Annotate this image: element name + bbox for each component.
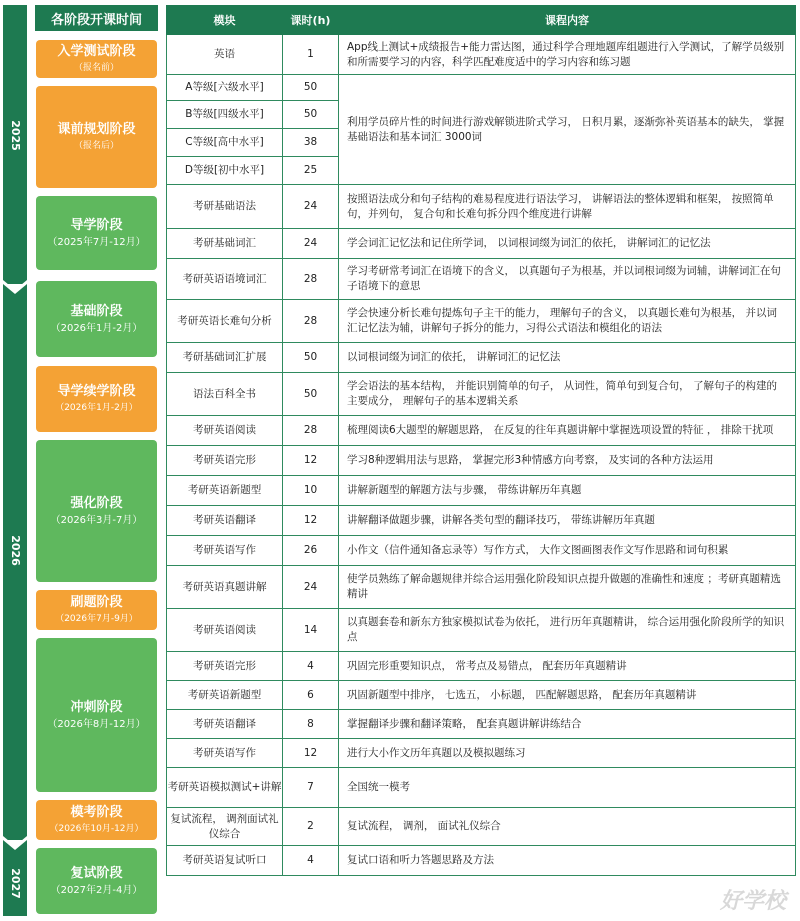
content-cell: 利用学员碎片性的时间进行游戏解锁进阶式学习， 日积月累，逐渐弥补英语基本的缺失， 掌握基础语法和基本词汇 3000词 <box>339 75 796 185</box>
table-row <box>167 536 796 566</box>
hours-cell: 7 <box>283 768 339 808</box>
module-cell: 考研基础语法 <box>167 185 283 229</box>
stage-period: （2026年3月-7月） <box>50 514 143 526</box>
content-cell: App线上测试+成绩报告+能力雷达图，通过科学合理地题库组题进行入学测试，了解学员级别和所需要学习的内容，科学匹配难度适中的学习内容和练习题 <box>339 35 796 75</box>
content-cell: 小作文（信件通知备忘录等）写作方式， 大作文图画图表作文写作思路和词句积累 <box>339 536 796 566</box>
hours-cell: 10 <box>283 476 339 506</box>
hours-cell: 25 <box>283 157 339 185</box>
hours-cell: 50 <box>283 343 339 373</box>
content-cell: 以真题套卷和新东方独家模拟试卷为依托， 进行历年真题精讲， 综合运用强化阶段所学的知识点 <box>339 609 796 652</box>
table-row <box>167 476 796 506</box>
stage-title: 强化阶段 <box>70 495 123 511</box>
stage-period: （报名前） <box>73 62 119 73</box>
stage-title: 导学阶段 <box>70 217 123 233</box>
hours-cell: 38 <box>283 129 339 157</box>
module-cell: 英语 <box>167 35 283 75</box>
module-header: 模块 <box>167 6 283 35</box>
content-cell: 按照语法成分和句子结构的难易程度进行语法学习， 讲解语法的整体逻辑和框架， 按照简单句，并列句， 复合句和长难句拆分四个维度进行讲解 <box>339 185 796 229</box>
module-cell: 考研英语翻译 <box>167 710 283 739</box>
table-row <box>167 229 796 259</box>
content-cell: 讲解新题型的解题方法与步骤， 带练讲解历年真题 <box>339 476 796 506</box>
stage-title: 模考阶段 <box>70 804 123 820</box>
content-cell: 掌握翻译步骤和翻译策略， 配套真题讲解讲练结合 <box>339 710 796 739</box>
hours-cell: 50 <box>283 373 339 416</box>
watermark-logo: 好学校 <box>719 889 786 914</box>
hours-cell: 24 <box>283 566 339 609</box>
content-cell: 复试流程， 调剂， 面试礼仪综合 <box>339 808 796 846</box>
module-cell: A等级[六级水平] <box>167 75 283 101</box>
table-row <box>167 846 796 876</box>
table-row <box>167 416 796 446</box>
stage-title: 刷题阶段 <box>70 594 123 610</box>
module-cell: D等级[初中水平] <box>167 157 283 185</box>
module-cell: 复试流程， 调剂面试礼仪综合 <box>167 808 283 846</box>
table-row <box>167 300 796 343</box>
table-row <box>167 609 796 652</box>
table-row <box>167 739 796 768</box>
hours-cell: 4 <box>283 652 339 681</box>
stage-entrance-test <box>36 40 157 78</box>
stage-retest <box>36 848 157 914</box>
module-cell: 考研英语完形 <box>167 652 283 681</box>
stage-period: （2026年1月-2月） <box>55 402 138 413</box>
module-cell: 考研英语阅读 <box>167 609 283 652</box>
module-cell: B等级[四级水平] <box>167 101 283 129</box>
hours-cell: 1 <box>283 35 339 75</box>
stage-mock-exam <box>36 800 157 840</box>
module-cell: C等级[高中水平] <box>167 129 283 157</box>
stage-period: （2026年8月-12月） <box>47 718 146 730</box>
hours-cell: 24 <box>283 229 339 259</box>
stage-title: 入学测试阶段 <box>57 43 136 59</box>
timeline-notch <box>3 840 27 850</box>
content-cell: 复试口语和听力答题思路及方法 <box>339 846 796 876</box>
module-cell: 考研英语完形 <box>167 446 283 476</box>
content-cell: 梳理阅读6大题型的解题思路， 在反复的往年真题讲解中掌握选项设置的特征 ， 排除干扰项 <box>339 416 796 446</box>
module-cell: 考研基础词汇 <box>167 229 283 259</box>
stage-sprint <box>36 638 157 792</box>
hours-cell: 4 <box>283 846 339 876</box>
content-cell: 讲解翻译做题步骤，讲解各类句型的翻译技巧， 带练讲解历年真题 <box>339 506 796 536</box>
course-table <box>166 5 796 876</box>
stage-column-header: 各阶段开课时间 <box>35 5 158 31</box>
year-label-2025: 2025 <box>8 119 22 151</box>
table-row <box>167 259 796 300</box>
stage-period: （2025年7月-12月） <box>47 236 146 248</box>
stage-foundation <box>36 281 157 357</box>
stage-period: （2027年2月-4月） <box>50 884 143 896</box>
stage-title: 冲刺阶段 <box>70 699 123 715</box>
table-row <box>167 710 796 739</box>
hours-cell: 12 <box>283 739 339 768</box>
stage-title: 课前规划阶段 <box>57 121 136 137</box>
module-cell: 考研基础词汇扩展 <box>167 343 283 373</box>
hours-header: 课时(h) <box>283 6 339 35</box>
module-cell: 考研英语写作 <box>167 536 283 566</box>
timeline-notch <box>3 284 27 294</box>
stage-period: （2026年10月-12月） <box>49 823 144 834</box>
hours-cell: 26 <box>283 536 339 566</box>
content-cell: 巩固新题型中排序， 七选五， 小标题， 匹配解题思路， 配套历年真题精讲 <box>339 681 796 710</box>
module-cell: 考研英语新题型 <box>167 476 283 506</box>
table-row <box>167 808 796 846</box>
table-row <box>167 768 796 808</box>
module-cell: 考研英语真题讲解 <box>167 566 283 609</box>
stage-guided-continue <box>36 366 157 432</box>
stage-title: 导学续学阶段 <box>57 383 136 399</box>
table-row <box>167 446 796 476</box>
table-row <box>167 343 796 373</box>
stage-intensive <box>36 440 157 582</box>
hours-cell: 28 <box>283 300 339 343</box>
module-cell: 考研英语模拟测试+讲解 <box>167 768 283 808</box>
content-cell: 使学员熟练了解命题规律并综合运用强化阶段知识点提升做题的准确性和速度 ；考研真题精选精讲 <box>339 566 796 609</box>
hours-cell: 28 <box>283 416 339 446</box>
hours-cell: 28 <box>283 259 339 300</box>
table-row <box>167 506 796 536</box>
table-row <box>167 75 796 101</box>
table-row <box>167 681 796 710</box>
content-cell: 学习考研常考词汇在语境下的含义， 以真题句子为根基，并以词根词缀为词辅，讲解词汇在句子语境下的意思 <box>339 259 796 300</box>
content-cell: 巩固完形重要知识点， 常考点及易错点， 配套历年真题精讲 <box>339 652 796 681</box>
stage-title: 复试阶段 <box>70 865 123 881</box>
content-cell: 学会语法的基本结构， 并能识别简单的句子， 从词性，简单句到复合句， 了解句子的构建的主要成分， 理解句子的基本逻辑关系 <box>339 373 796 416</box>
stage-period: （报名后） <box>73 140 119 151</box>
table-row <box>167 35 796 75</box>
content-cell: 进行大小作文历年真题以及模拟题练习 <box>339 739 796 768</box>
module-cell: 考研英语阅读 <box>167 416 283 446</box>
hours-cell: 2 <box>283 808 339 846</box>
year-label-2027: 2027 <box>8 867 22 899</box>
table-row <box>167 566 796 609</box>
hours-cell: 50 <box>283 101 339 129</box>
content-header: 课程内容 <box>339 6 796 35</box>
stage-practice <box>36 590 157 630</box>
module-cell: 考研英语语境词汇 <box>167 259 283 300</box>
hours-cell: 12 <box>283 446 339 476</box>
stage-period: （2026年1月-2月） <box>50 322 143 334</box>
content-cell: 全国统一模考 <box>339 768 796 808</box>
table-row <box>167 373 796 416</box>
table-row <box>167 185 796 229</box>
content-cell: 学会词汇记忆法和记住所学词， 以词根词缀为词汇的依托， 讲解词汇的记忆法 <box>339 229 796 259</box>
hours-cell: 50 <box>283 75 339 101</box>
hours-cell: 12 <box>283 506 339 536</box>
content-cell: 学会快速分析长难句提炼句子主干的能力， 理解句子的含义， 以真题长难句为根基， 并以词汇记忆法为辅，讲解句子拆分的能力，习得公式语法和模组化的语法 <box>339 300 796 343</box>
module-cell: 考研英语长难句分析 <box>167 300 283 343</box>
module-cell: 考研英语写作 <box>167 739 283 768</box>
table-header-row <box>167 6 796 35</box>
stage-title: 基础阶段 <box>70 303 123 319</box>
content-cell: 学习8种逻辑用法与思路， 掌握完形3种情感方向考察， 及实词的各种方法运用 <box>339 446 796 476</box>
year-label-2026: 2026 <box>8 534 22 566</box>
hours-cell: 24 <box>283 185 339 229</box>
table-row <box>167 652 796 681</box>
content-cell: 以词根词缀为词汇的依托， 讲解词汇的记忆法 <box>339 343 796 373</box>
module-cell: 语法百科全书 <box>167 373 283 416</box>
stage-pre-planning <box>36 86 157 188</box>
hours-cell: 6 <box>283 681 339 710</box>
stage-guided <box>36 196 157 270</box>
hours-cell: 8 <box>283 710 339 739</box>
module-cell: 考研英语复试听口 <box>167 846 283 876</box>
module-cell: 考研英语翻译 <box>167 506 283 536</box>
stage-period: （2026年7月-9月） <box>55 613 138 624</box>
hours-cell: 14 <box>283 609 339 652</box>
module-cell: 考研英语新题型 <box>167 681 283 710</box>
